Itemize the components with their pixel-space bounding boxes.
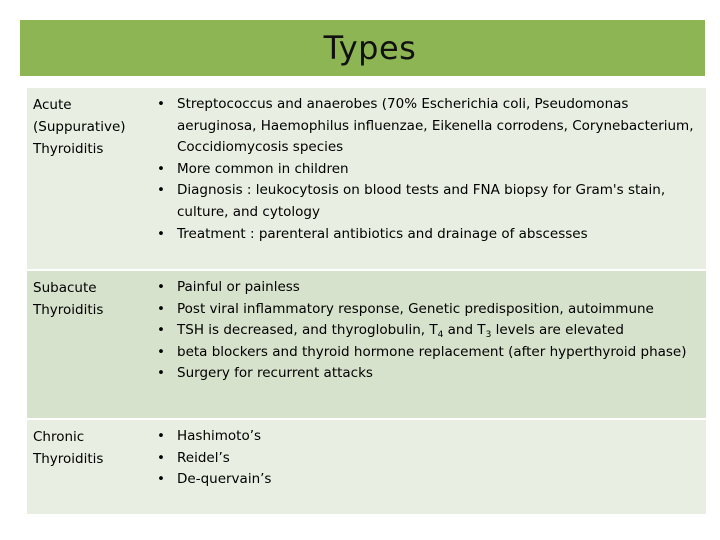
list-item: • De-quervain’s <box>151 469 696 491</box>
list-item: • Hashimoto’s <box>151 426 696 448</box>
table-row-acute <box>27 88 706 271</box>
list-item: • Surgery for recurrent attacks <box>151 363 696 385</box>
list-item: • Treatment : parenteral antibiotics and drainage of abscesses <box>151 224 696 246</box>
bullet-list <box>151 94 696 245</box>
list-item: • More common in children <box>151 159 696 181</box>
list-item: • Streptococcus and anaerobes (70% Escherichia coli, Pseudomonas aeruginosa, Haemophilus influenzae, Eikenella corrodens, Corynebacterium, Coccidiomycosis species <box>151 94 696 159</box>
table-row-chronic <box>27 420 706 516</box>
list-item: • beta blockers and thyroid hormone replacement (after hyperthyroid phase) <box>151 342 696 364</box>
list-item: • Diagnosis : leukocytosis on blood tests and FNA biopsy for Gram's stain, culture, and cytology <box>151 180 696 223</box>
list-item: • TSH is decreased, and thyroglobulin, $T_4$ and $T_3$ levels are elevated <box>151 320 696 342</box>
row-label: Subacute Thyroiditis <box>33 280 104 318</box>
types-table <box>27 88 706 516</box>
row-label: Acute (Suppurative) Thyroiditis <box>33 97 126 157</box>
bullet-list <box>151 277 696 385</box>
list-item: • Reidel’s <box>151 448 696 470</box>
slide-title: Types <box>323 29 417 67</box>
row-label: Chronic Thyroiditis <box>33 429 104 467</box>
title-bar <box>20 20 705 76</box>
table-row-subacute <box>27 271 706 420</box>
list-item: • Post viral inflammatory response, Genetic predisposition, autoimmune <box>151 299 696 321</box>
list-item: • Painful or painless <box>151 277 696 299</box>
bullet-list <box>151 426 696 491</box>
